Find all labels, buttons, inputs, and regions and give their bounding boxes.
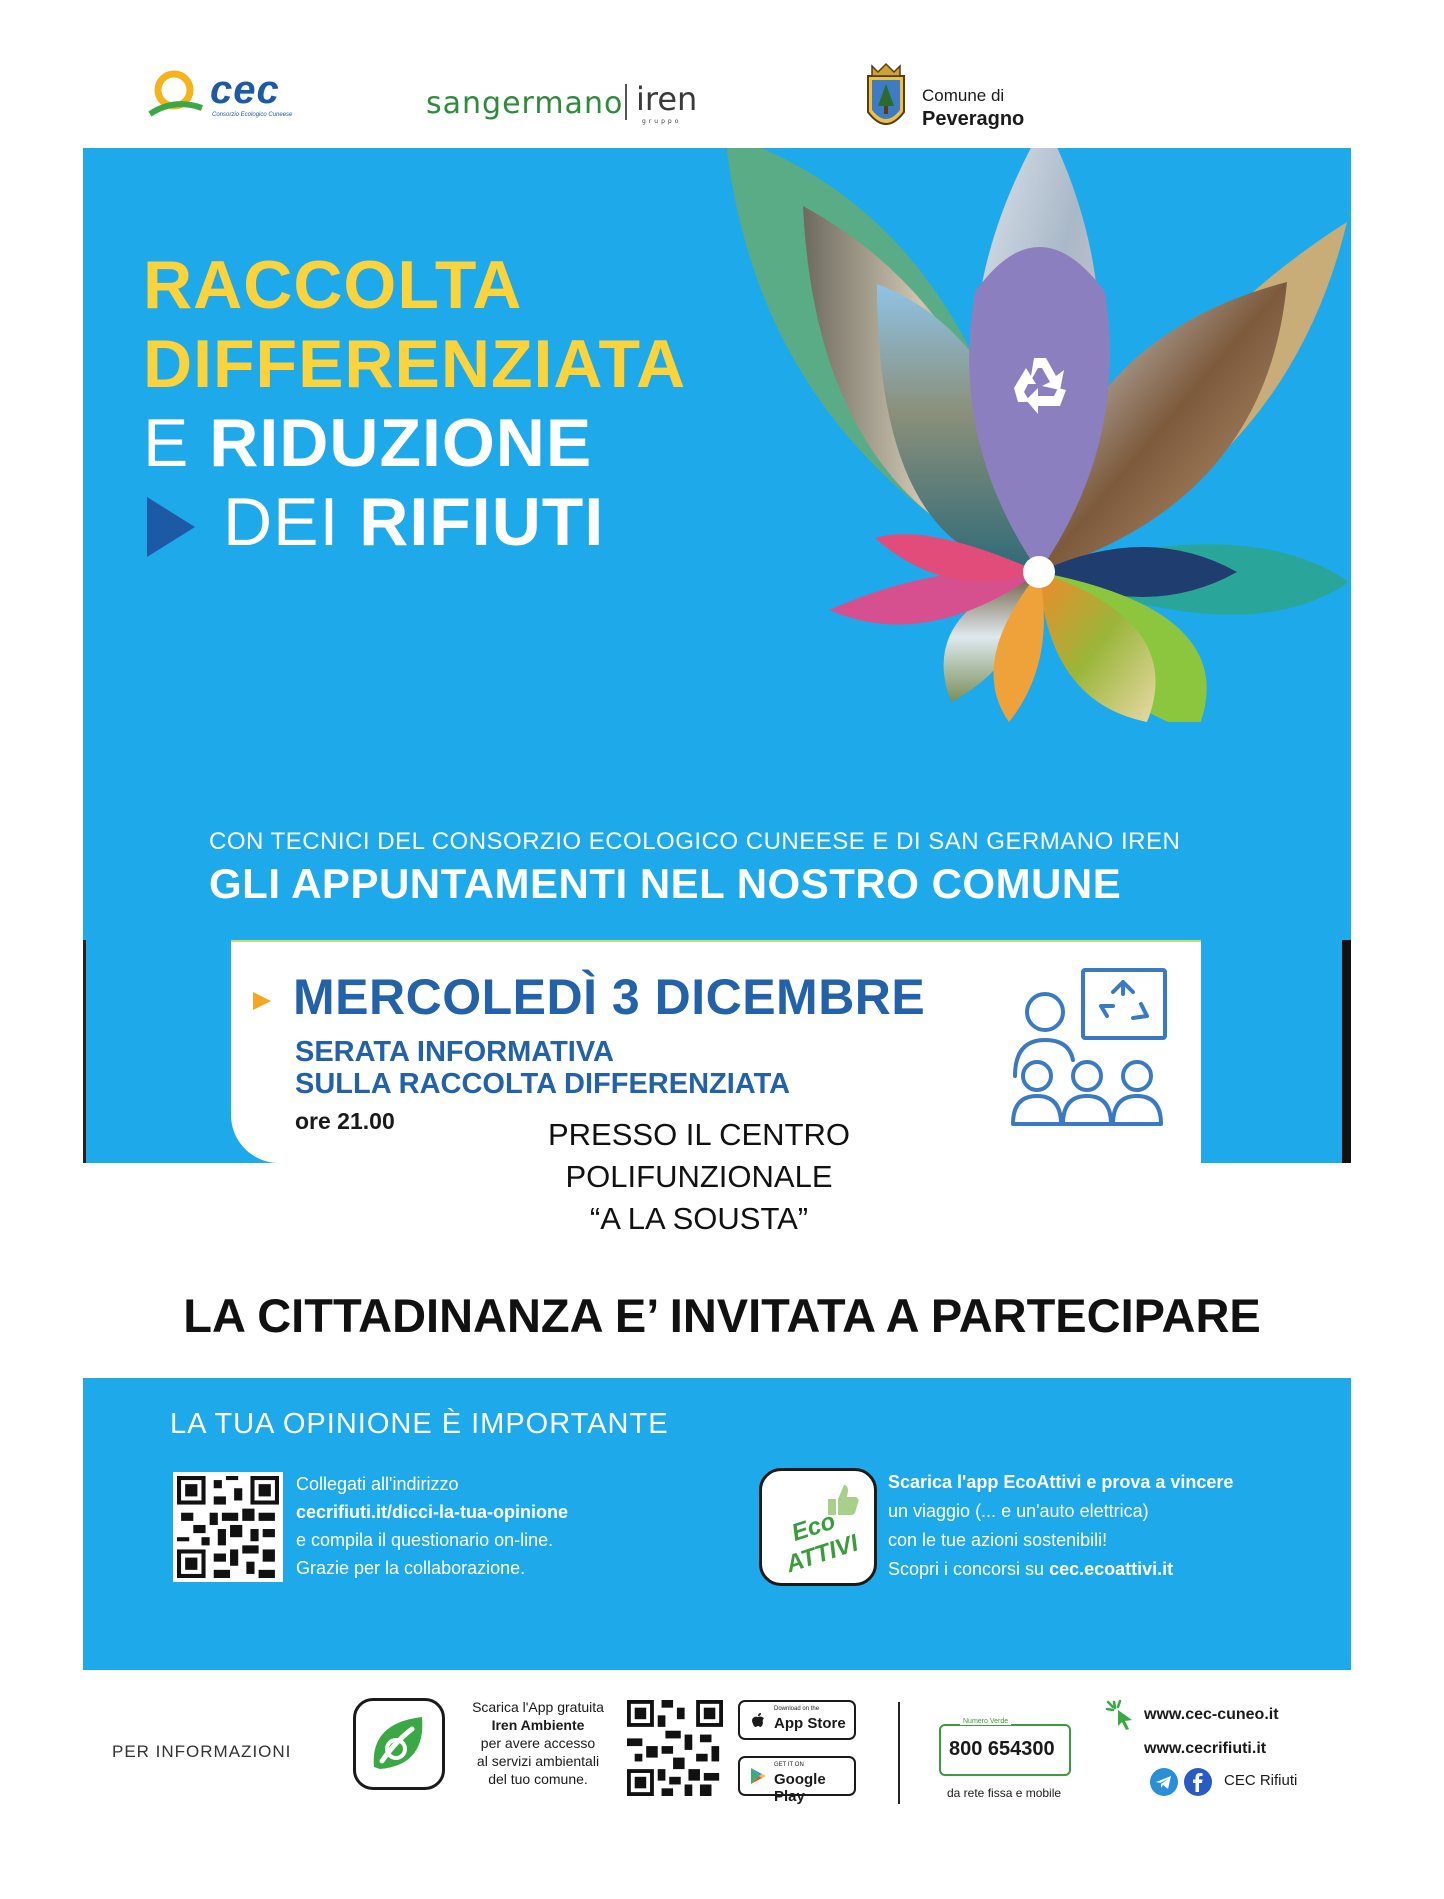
social-handle[interactable]: CEC Rifiuti <box>1224 1772 1298 1789</box>
logo-divider <box>625 84 627 120</box>
event-venue: PRESSO IL CENTRO POLIFUNZIONALE “A LA SOUSTA” <box>547 1117 851 1236</box>
opinion-title: LA TUA OPINIONE È IMPORTANTE <box>170 1408 669 1440</box>
hero-panel <box>83 148 1351 1163</box>
cec-swoosh-icon <box>148 68 208 128</box>
headline-line-3: E RIDUZIONE <box>143 405 593 481</box>
phone-note: da rete fissa e mobile <box>947 1786 1062 1800</box>
play-store-icon <box>748 1766 768 1786</box>
per-informazioni-label: PER INFORMAZIONI <box>112 1742 292 1761</box>
cec-subtitle: Consorzio Ecologico Cuneese <box>212 112 293 118</box>
apple-icon <box>748 1710 768 1730</box>
website-link-cec-cuneo[interactable]: www.cec-cuneo.it <box>1144 1706 1279 1723</box>
event-date: MERCOLEDÌ 3 DICEMBRE <box>293 969 926 1025</box>
invitation-text: LA CITTADINANZA E’ INVITATA A PARTECIPARE <box>183 1289 1261 1342</box>
numero-verde-label: Numero Verde <box>960 1718 1011 1725</box>
event-title-line-1: SERATA INFORMATIVA <box>295 1036 614 1068</box>
event-title-line-2: SULLA RACCOLTA DIFFERENZIATA <box>295 1068 791 1100</box>
appuntamenti-title: GLI APPUNTAMENTI NEL NOSTRO COMUNE <box>209 860 1122 907</box>
app-qr-code-icon[interactable] <box>627 1700 723 1796</box>
iren-logo: iren <box>636 80 698 118</box>
tecnici-subtitle: CON TECNICI DEL CONSORZIO ECOLOGICO CUNEESE E DI SAN GERMANO IREN <box>209 828 1181 855</box>
comune-name: Peveragno <box>922 108 1025 130</box>
opinion-right-text: Scarica l'app EcoAttivi e prova a vincere un viaggio (... e un'auto elettrica) con le tue azioni sostenibili! Scopri i concorsi su cec.ecoattivi.it <box>888 1472 1234 1579</box>
opinion-panel <box>83 1378 1351 1670</box>
google-play-button[interactable]: GET IT ON Google Play <box>738 1756 856 1796</box>
comune-crest-icon <box>858 62 914 142</box>
comune-label: Comune di <box>922 86 1005 105</box>
iren-app-description: Scarica l'App gratuita Iren Ambiente per avere accesso al servizi ambientali del tuo comune. <box>472 1699 604 1787</box>
opinion-left-text: Collegati all'indirizzo cecrifiuti.it/dicci-la-tua-opinione e compila il questionario on-line. Grazie per la collaborazione. <box>296 1474 569 1578</box>
footer <box>0 1680 1444 1899</box>
app-store-button[interactable]: Download on the App Store <box>738 1700 856 1740</box>
panel-edge-left <box>83 940 86 1163</box>
phone-number[interactable]: 800 654300 <box>949 1738 1055 1760</box>
headline-line-1: RACCOLTA <box>143 247 523 323</box>
leaf-icon <box>356 1701 442 1787</box>
headline <box>143 246 686 562</box>
ecoattivi-link[interactable]: cec.ecoattivi.it <box>1049 1559 1174 1579</box>
flower-illustration <box>727 148 1347 722</box>
ecoattivi-app-icon[interactable]: Eco ATTIVI <box>759 1468 877 1586</box>
panel-edge-right <box>1342 940 1351 1163</box>
sangermano-logo: sangermano <box>426 86 624 121</box>
telegram-icon[interactable] <box>1150 1768 1178 1796</box>
click-cursor-icon <box>1104 1698 1138 1732</box>
website-link-cecrifiuti[interactable]: www.cecrifiuti.it <box>1144 1740 1267 1757</box>
qr-code-icon[interactable] <box>173 1472 283 1582</box>
headline-line-4: DEI RIFIUTI <box>143 483 686 562</box>
logo-bar <box>0 0 1444 150</box>
bullet-arrow-icon <box>253 992 271 1010</box>
presentation-audience-icon <box>1003 964 1173 1134</box>
play-arrow-icon <box>147 497 195 557</box>
event-time: ore 21.00 <box>295 1108 395 1134</box>
cec-logo <box>148 68 318 130</box>
headline-line-2: DIFFERENZIATA <box>143 326 687 402</box>
cec-wordmark: cec <box>210 68 280 112</box>
facebook-icon[interactable] <box>1184 1768 1212 1796</box>
iren-subtitle: gruppo <box>642 118 682 125</box>
iren-ambiente-app-icon[interactable] <box>353 1698 445 1790</box>
footer-divider <box>898 1702 900 1804</box>
opinion-link[interactable]: cecrifiuti.it/dicci-la-tua-opinione <box>296 1502 569 1522</box>
